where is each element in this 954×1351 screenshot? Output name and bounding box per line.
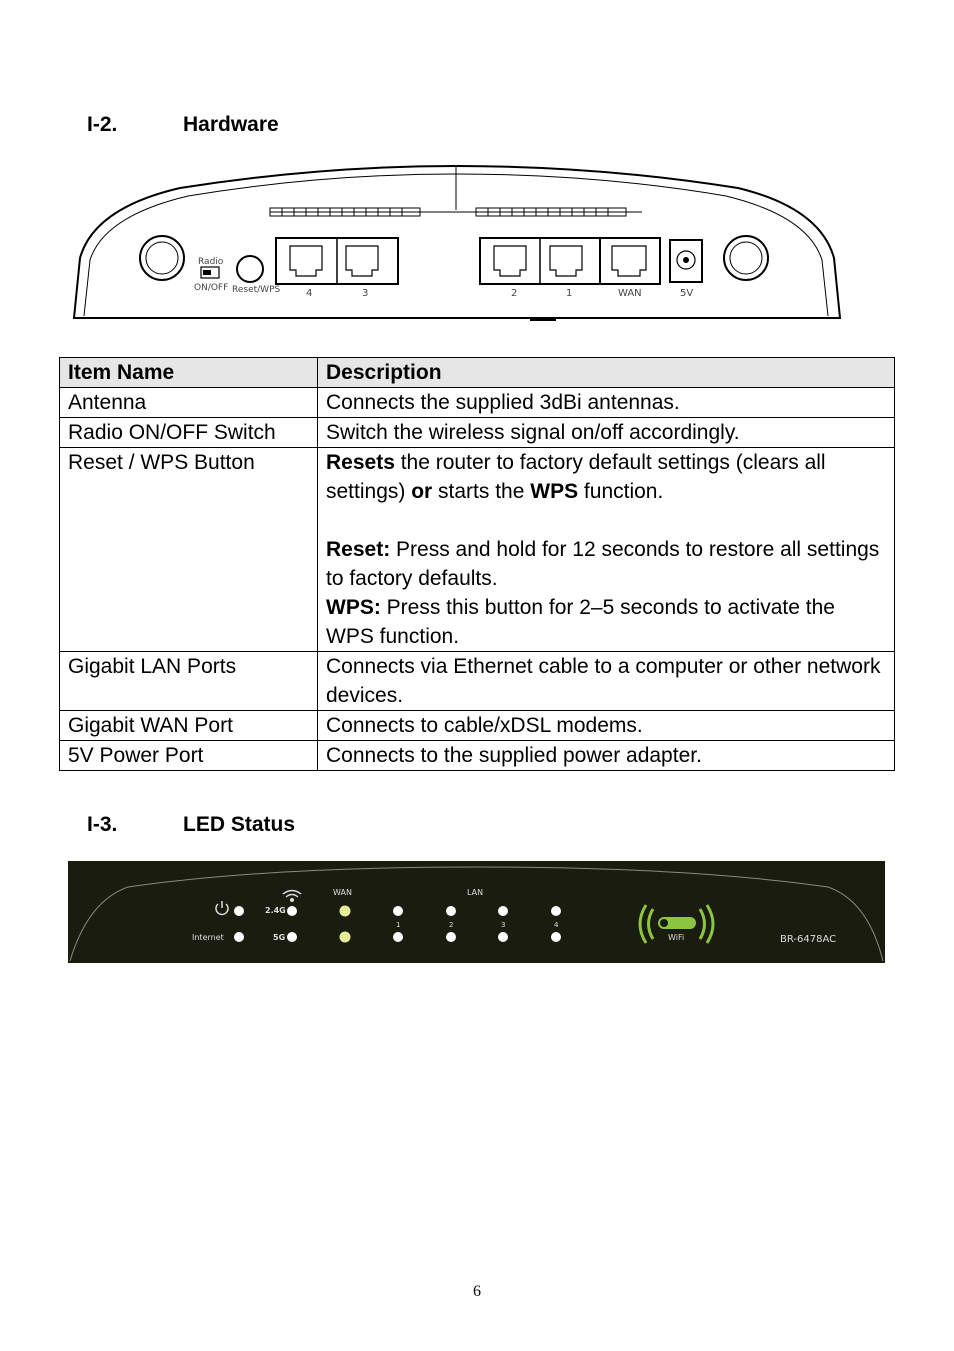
internet-led bbox=[234, 932, 244, 942]
lan-1-label: 1 bbox=[396, 921, 401, 929]
lan-1-bottom-led bbox=[393, 932, 403, 942]
band-24-label: 2.4G bbox=[265, 906, 286, 915]
header-description: Description bbox=[318, 358, 895, 388]
wan-led-2 bbox=[340, 932, 351, 943]
lan-led-label: LAN bbox=[467, 888, 484, 897]
table-row bbox=[60, 418, 895, 448]
table-row bbox=[60, 741, 895, 771]
description-cell: Connects the supplied 3dBi antennas. bbox=[318, 388, 895, 418]
section-title: Hardware bbox=[183, 113, 279, 136]
hardware-table bbox=[59, 357, 895, 771]
lan-4-bottom-led bbox=[551, 932, 561, 942]
item-name-cell: Gigabit WAN Port bbox=[60, 711, 318, 741]
description-cell: Connects to the supplied power adapter. bbox=[318, 741, 895, 771]
reset-instructions: Reset: Press and hold for 12 seconds to restore all settings to factory defaults. bbox=[326, 538, 880, 590]
internet-label: Internet bbox=[192, 933, 224, 942]
lan-1-top-led bbox=[393, 906, 403, 916]
section-number: I-2. bbox=[87, 113, 118, 136]
port-3-label: 3 bbox=[362, 288, 369, 299]
radio-label: Radio bbox=[198, 257, 224, 267]
lan-2-bottom-led bbox=[446, 932, 456, 942]
table-header-row bbox=[60, 358, 895, 388]
led-panel-image bbox=[68, 861, 885, 963]
reset-description-intro: Resets the router to factory default settings (clears all settings) or starts the WPS function. bbox=[326, 451, 826, 503]
description-cell: Connects via Ethernet cable to a computer or other network devices. bbox=[318, 652, 895, 711]
model-label: BR-6478AC bbox=[780, 934, 837, 945]
section-title: LED Status bbox=[183, 813, 296, 836]
section-heading-hardware bbox=[87, 113, 279, 137]
wan-led-label: WAN bbox=[333, 888, 352, 897]
lan-3-top-led bbox=[498, 906, 508, 916]
item-name-cell: Antenna bbox=[60, 388, 318, 418]
power-led bbox=[234, 906, 244, 916]
lan-2-label: 2 bbox=[449, 921, 454, 929]
power-label: 5V bbox=[680, 288, 694, 299]
lan-4-top-led bbox=[551, 906, 561, 916]
table-row bbox=[60, 711, 895, 741]
page-number: 6 bbox=[473, 1283, 481, 1300]
header-item-name: Item Name bbox=[60, 358, 318, 388]
wps-instructions: WPS: Press this button for 2–5 seconds to activate the WPS function. bbox=[326, 596, 835, 648]
lan-3-bottom-led bbox=[498, 932, 508, 942]
on-off-label: ON/OFF bbox=[194, 283, 229, 293]
lan-4-label: 4 bbox=[554, 921, 559, 929]
description-cell: Switch the wireless signal on/off accordingly. bbox=[318, 418, 895, 448]
band-5-label: 5G bbox=[273, 933, 286, 942]
wifi-logo-label: WiFi bbox=[668, 933, 685, 942]
description-cell: Connects to cable/xDSL modems. bbox=[318, 711, 895, 741]
port-2-label: 2 bbox=[511, 288, 518, 299]
table-row bbox=[60, 652, 895, 711]
wan-led-1 bbox=[340, 906, 351, 917]
item-name-cell: Radio ON/OFF Switch bbox=[60, 418, 318, 448]
port-1-label: 1 bbox=[566, 288, 573, 299]
reset-wps-label: Reset/WPS bbox=[232, 285, 281, 295]
wan-label: WAN bbox=[618, 288, 642, 299]
table-row bbox=[60, 448, 895, 652]
section-number: I-3. bbox=[87, 813, 118, 836]
description-cell bbox=[318, 448, 895, 652]
item-name-cell: Reset / WPS Button bbox=[60, 448, 318, 652]
band-24-led bbox=[287, 906, 297, 916]
port-4-label: 4 bbox=[306, 288, 313, 299]
lan-2-top-led bbox=[446, 906, 456, 916]
item-name-cell: 5V Power Port bbox=[60, 741, 318, 771]
router-rear-panel-illustration bbox=[70, 160, 842, 326]
lan-3-label: 3 bbox=[501, 921, 506, 929]
band-5-led bbox=[287, 932, 297, 942]
table-row bbox=[60, 388, 895, 418]
item-name-cell: Gigabit LAN Ports bbox=[60, 652, 318, 711]
section-heading-led-status bbox=[87, 813, 295, 837]
